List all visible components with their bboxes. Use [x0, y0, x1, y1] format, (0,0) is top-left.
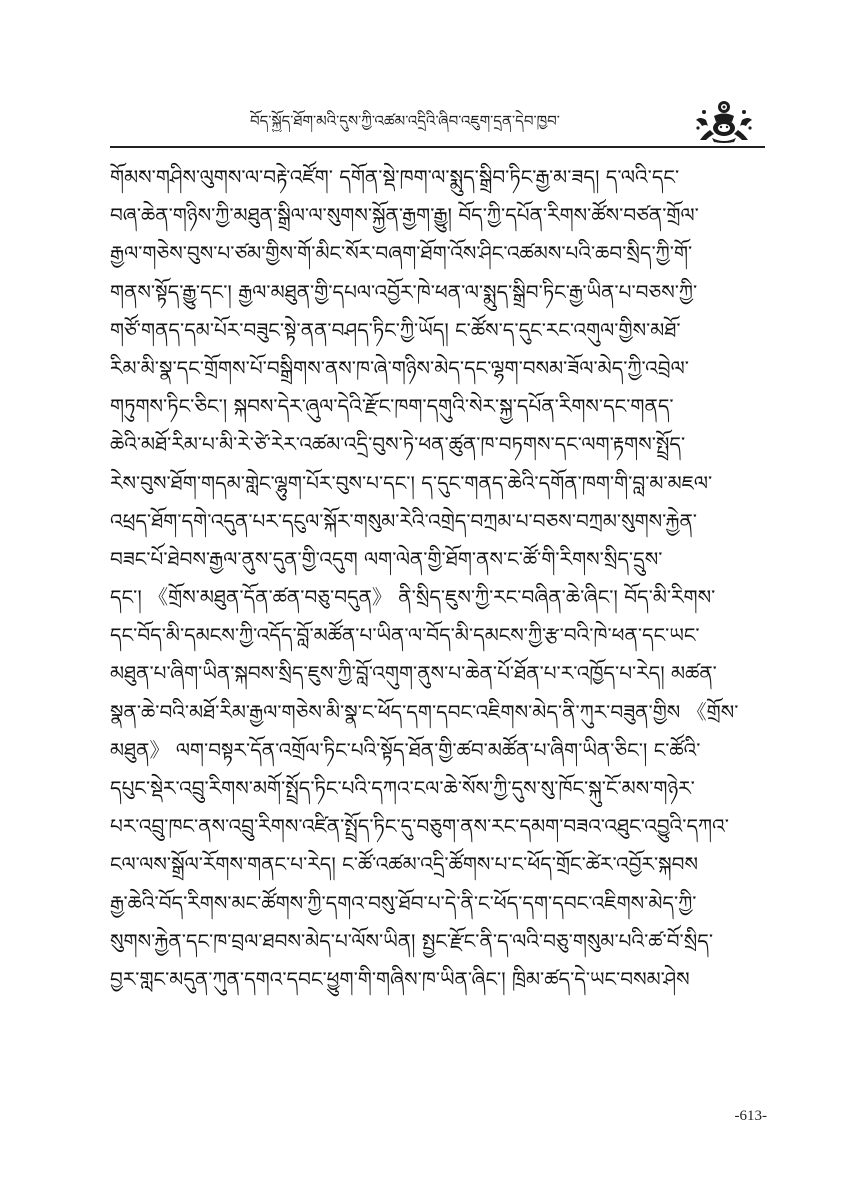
- text-line: བཟང་པོ་ཐེབས་རྒྱལ་ནུས་དུན་གྱི་འདུག ལག་ལེན་གྱི་ཐོག་ནས་ང་ཚོ་གི་རིགས་སྲིད་དྲུས་: [110, 546, 663, 571]
- text-line: པར་འབྲུ་ཁང་ནས་འབྲུ་རིགས་འཛིན་སྤྲོད་ཏིང་དུ་བཅུག་ནས་རང་དམག་བཟའ་འཐུང་འབྱུའི་དཀའ་: [110, 814, 729, 839]
- text-line: དང་བོད་མི་དམངས་ཀྱི་འདོད་བློ་མཚོན་པ་ཡིན་ལ་བོད་མི་དམངས་ཀྱི་རྩ་བའི་ཁེ་ཕན་དང་ཡང་: [110, 623, 700, 648]
- text-line: སུགས་རྐྱེན་དང་ཁ་བྲལ་ཐབས་མེད་པ་ལོས་ཡིན། སྤྱང་རྫོང་ནི་ད་ལའི་བཅུ་གསུམ་པའི་ཚ་བོ་སྲིད་: [110, 928, 714, 953]
- text-line: གོམས་གཤིས་ལུགས་ལ་བརྟེ་འཛོག་ དགོན་སྡེ་ཁག་ལ་སྨུད་སྒྲིབ་ཏིང་རྒྱ་མ་ཟད། ད་ལའི་དང་: [110, 165, 680, 189]
- text-line: རེས་བུས་ཐོག་གདམ་གླེང་ལྷུག་པོར་བུས་པ་དང་། ད་དུང་གནད་ཆེའི་དགོན་ཁག་གི་བླ་མ་མཇལ་: [110, 470, 713, 495]
- text-line: སྣན་ཆེ་བའི་མཐོ་རིམ་རྒྱལ་གཅེས་མི་སྣ་ང་ཕོད་དག་དབང་འཇིགས་མེད་ནི་ཀུར་བཟུན་གྱིས 《གྲོས་: [110, 699, 739, 724]
- text-line: མཐུན་པ་ཞིག་ཡིན་སྐབས་སྲིད་ཇུས་ཀྱི་བློ་འགུག་ནུས་པ་ཆེན་པོ་ཐོན་པ་ར་འཁྱོད་པ་རེད། མཚན་: [110, 661, 717, 686]
- text-line: རྒྱལ་གཅེས་བུས་པ་ཙམ་གྱིས་གོ་མིང་སོར་བཞག་ཐོག་འོས་ཤིང་འཚམས་པའི་ཆབ་སྲིད་ཀྱི་གོ་: [110, 241, 693, 266]
- deity-ornament-icon: [692, 98, 756, 144]
- text-line: བཞ་ཆེན་གཉིས་ཀྱི་མཐུན་སྒྲིལ་ལ་སུགས་སྐྱོན་རྒྱག་རྒྱུ། བོད་ཀྱི་དཔོན་རིགས་ཚོས་བཙན་གྲོལ་: [110, 203, 699, 228]
- text-line: རིམ་མི་སྣ་དང་གྲོགས་པོ་བསྒྲིགས་ནས་ཁ་ཞེ་གཉིས་མེད་དང་ལྷག་བསམ་ཟོལ་མེད་ཀྱི་འབྲེལ་: [110, 355, 689, 380]
- text-line: ཆེའི་མཐོ་རིམ་པ་མི་རེ་ཙེ་རེར་འཚམ་འདྲི་བུས་ཏེ་ཕན་ཚུན་ཁ་བཏགས་དང་ལག་རྟགས་སྤྲོད་: [110, 432, 686, 457]
- text-line: གཏུགས་ཏིང་ཅིང་། སྐབས་དེར་ཞུལ་དེའི་རྫོང་ཁག་དགུའི་སེར་སྐྱ་དཔོན་རིགས་དང་གནད་: [110, 394, 674, 419]
- running-header: [110, 96, 765, 150]
- text-line: མཐུན》 ལག་བསྟར་དོན་འགྲོལ་ཏིང་པའི་སྟོད་ཐོན་གྱི་ཚབ་མཚོན་པ་ཞིག་ཡིན་ཅིང་། ང་ཚོའི་: [110, 737, 701, 762]
- header-rule: [110, 146, 765, 148]
- body-text: [110, 158, 765, 998]
- text-line: ངལ་ལས་སྒྲོལ་རོགས་གནང་པ་རེད། ང་ཚོ་འཚམ་འདྲི་ཚོགས་པ་ང་ཕོད་གྲོང་ཚེར་འབྱོར་སྐབས: [110, 852, 698, 877]
- text-line: གཙོ་གནད་དམ་པོར་བཟུང་སྟེ་ནན་བཤད་ཏིང་ཀྱི་ཡོད། ང་ཚོས་ད་དུང་རང་འགུལ་གྱིས་མཐོ་: [110, 317, 681, 342]
- text-line: འཕྲད་ཐོག་དགེ་འདུན་པར་དངུལ་སྐོར་གསུམ་རེའི་འགྲེད་བཀྲམ་པ་བཅས་བཀྲམ་སུགས་རྐྱེན་: [110, 508, 697, 533]
- text-line: གནས་སྟོད་རྒྱུ་དང་། རྒྱལ་མཐུན་གྱི་དཔལ་འབྱོར་ཁེ་ཕན་ལ་སྨུད་སྒྲིབ་ཏིང་རྒྱ་ཡིན་པ་བཅས་ཀྱི་: [110, 279, 698, 304]
- page-number: -613-: [734, 1108, 767, 1124]
- text-line: དཔུང་སྡེར་འབྲུ་རིགས་མགོ་སྤྲོད་ཏིང་པའི་དཀའ་ངལ་ཆེ་སོས་ཀྱི་དུས་སུ་ཁོང་སྐུ་ངོ་མས་གཉེར་: [110, 776, 695, 800]
- header-title: བོད་སྐྱོད་ཐོག་མའི་དུས་ཀྱི་འཚམ་འདྲིའི་ཞིབ་འཇུག་དྲན་དེབ་ཁྱབ་: [250, 112, 560, 130]
- text-line: དང་། 《གྲོས་མཐུན་དོན་ཚན་བཅུ་བདུན》 ནི་སྲིད་ཇུས་ཀྱི་རང་བཞིན་ཆེ་ཞིང་། བོད་མི་རིགས་: [110, 585, 716, 610]
- text-line: རྒྱ་ཆེའི་བོད་རིགས་མང་ཚོགས་ཀྱི་དགའ་བསུ་ཐོབ་པ་དེ་ནི་ང་ཕོད་དག་དབང་འཇིགས་མེད་ཀྱི་: [110, 890, 697, 915]
- text-line: བྱར་གླང་མདུན་ཀུན་དགའ་དབང་ཕྱུག་གི་གཞིས་ཁ་ཡིན་ཞིང་། ཁྲིམ་ཚད་དེ་ཡང་བསམ་ཤེས: [110, 966, 690, 991]
